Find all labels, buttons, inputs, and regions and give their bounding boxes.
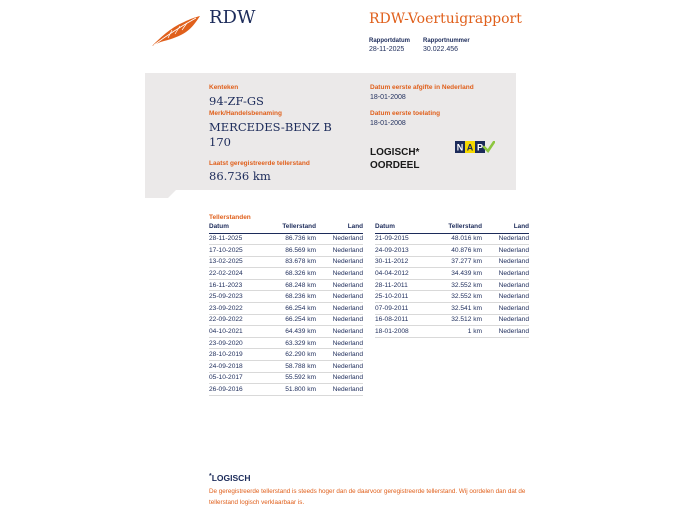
col-header-land: Land [316,223,363,233]
reading-km: 86.736 km [268,233,316,245]
reading-km: 37.277 km [434,256,482,268]
reading-date: 23-09-2022 [209,303,268,315]
table-row [375,256,529,268]
reading-land: Nederland [482,245,529,257]
reading-land: Nederland [482,291,529,303]
reading-land: Nederland [316,314,363,326]
readings-table-right [375,223,529,338]
table-row [209,361,363,373]
reading-km: 32.552 km [434,291,482,303]
reading-date: 28-11-2025 [209,233,268,245]
reading-km: 66.254 km [268,314,316,326]
reading-km: 1 km [434,326,482,338]
col-header-land: Land [482,223,529,233]
report-date [369,38,410,53]
reading-date: 28-10-2019 [209,349,268,361]
report-number-value: 30.022.456 [423,46,459,53]
table-row [209,326,363,338]
first-admission-value: 18-01-2008 [370,120,406,127]
reading-land: Nederland [482,303,529,315]
reading-land: Nederland [316,303,363,315]
reading-land: Nederland [316,291,363,303]
reading-date: 24-09-2013 [375,245,434,257]
table-row [209,279,363,291]
reading-land: Nederland [316,349,363,361]
col-header-date: Datum [209,223,268,233]
brand-name: RDW [209,7,256,28]
reading-date: 07-09-2011 [375,303,434,315]
table-row [375,245,529,257]
reading-km: 64.439 km [268,326,316,338]
reading-date: 28-11-2011 [375,279,434,291]
first-issue-nl-value: 18-01-2008 [370,94,406,101]
reading-land: Nederland [316,326,363,338]
reading-land: Nederland [482,314,529,326]
table-row [375,326,529,338]
table-row [209,384,363,396]
col-header-km: Tellerstand [268,223,316,233]
reading-land: Nederland [482,268,529,280]
verdict [370,146,419,172]
table-row [209,245,363,257]
reading-km: 83.678 km [268,256,316,268]
nap-letter-n: N [456,142,464,153]
reading-land: Nederland [316,279,363,291]
make-value-line1: MERCEDES-BENZ B [209,120,332,134]
nap-letter-p: P [476,142,484,153]
report-title: RDW-Voertuigrapport [369,11,522,27]
nap-badge-icon [455,141,495,154]
reading-land: Nederland [316,256,363,268]
reading-date: 25-10-2011 [375,291,434,303]
footnote-text: De geregistreerde tellerstand is steeds hoger dan de daarvoor geregistreerde tellerstand. Wij oordelen dan dat de tellerstand logisch verklaarbaar is. [209,488,526,506]
reading-date: 22-09-2022 [209,314,268,326]
first-issue-nl-label: Datum eerste afgifte in Nederland [370,84,474,91]
reading-km: 32.541 km [434,303,482,315]
reading-land: Nederland [316,361,363,373]
report-date-value: 28-11-2025 [369,46,405,53]
reading-land: Nederland [316,268,363,280]
readings-table-left [209,223,363,396]
report-date-label: Rapportdatum [369,38,410,44]
reading-km: 55.592 km [268,372,316,384]
reading-date: 30-11-2012 [375,256,434,268]
col-header-km: Tellerstand [434,223,482,233]
reading-land: Nederland [316,233,363,245]
reading-km: 63.329 km [268,337,316,349]
table-row [375,314,529,326]
report-number [423,38,470,53]
reading-km: 86.569 km [268,245,316,257]
table-row [209,268,363,280]
reading-date: 05-10-2017 [209,372,268,384]
reading-km: 51.800 km [268,384,316,396]
reading-date: 17-10-2025 [209,245,268,257]
reading-km: 68.236 km [268,291,316,303]
table-row [375,291,529,303]
nap-letter-a: A [466,142,474,153]
table-row [375,233,529,245]
feather-logo-icon [150,14,202,48]
reading-km: 66.254 km [268,303,316,315]
table-row [209,314,363,326]
reading-date: 18-01-2008 [375,326,434,338]
table-row [209,233,363,245]
reading-km: 34.439 km [434,268,482,280]
table-row [209,337,363,349]
reading-date: 16-08-2011 [375,314,434,326]
reading-date: 21-09-2015 [375,233,434,245]
footnote-title-text: LOGISCH [211,473,251,483]
vehicle-panel-notch [145,189,177,198]
reading-km: 48.016 km [434,233,482,245]
reading-land: Nederland [316,245,363,257]
first-admission-label: Datum eerste toelating [370,110,441,117]
reading-date: 23-09-2020 [209,337,268,349]
verdict-line1: LOGISCH* [370,147,420,158]
table-row [209,303,363,315]
table-row [375,303,529,315]
plate-label: Kenteken [209,84,239,91]
table-row [375,279,529,291]
footnote-title [209,473,250,483]
reading-land: Nederland [482,279,529,291]
odometer-value: 86.736 km [209,169,271,183]
reading-date: 13-02-2025 [209,256,268,268]
table-row [209,349,363,361]
check-icon [484,142,494,151]
verdict-line2: OORDEEL [370,160,420,171]
reading-land: Nederland [316,337,363,349]
reading-land: Nederland [482,326,529,338]
table-row [209,372,363,384]
make-value-line2: 170 [209,135,231,149]
table-row [209,256,363,268]
table-row [209,291,363,303]
reading-date: 22-02-2024 [209,268,268,280]
readings-title: Tellerstanden [209,214,251,221]
reading-km: 40.876 km [434,245,482,257]
reading-km: 32.552 km [434,279,482,291]
reading-land: Nederland [482,256,529,268]
col-header-date: Datum [375,223,434,233]
reading-date: 04-04-2012 [375,268,434,280]
reading-date: 25-09-2023 [209,291,268,303]
odometer-label: Laatst geregistreerde tellerstand [209,160,310,167]
make-label: Merk/Handelsbenaming [209,110,282,117]
reading-km: 58.788 km [268,361,316,373]
reading-km: 68.248 km [268,279,316,291]
reading-date: 16-11-2023 [209,279,268,291]
reading-date: 04-10-2021 [209,326,268,338]
reading-km: 32.512 km [434,314,482,326]
report-number-label: Rapportnummer [423,38,470,44]
reading-km: 68.326 km [268,268,316,280]
reading-date: 24-09-2018 [209,361,268,373]
plate-value: 94-ZF-GS [209,94,264,108]
reading-land: Nederland [482,233,529,245]
reading-land: Nederland [316,384,363,396]
table-row [375,268,529,280]
reading-km: 62.290 km [268,349,316,361]
reading-land: Nederland [316,372,363,384]
footnote-star: * [209,473,212,480]
reading-date: 26-09-2016 [209,384,268,396]
